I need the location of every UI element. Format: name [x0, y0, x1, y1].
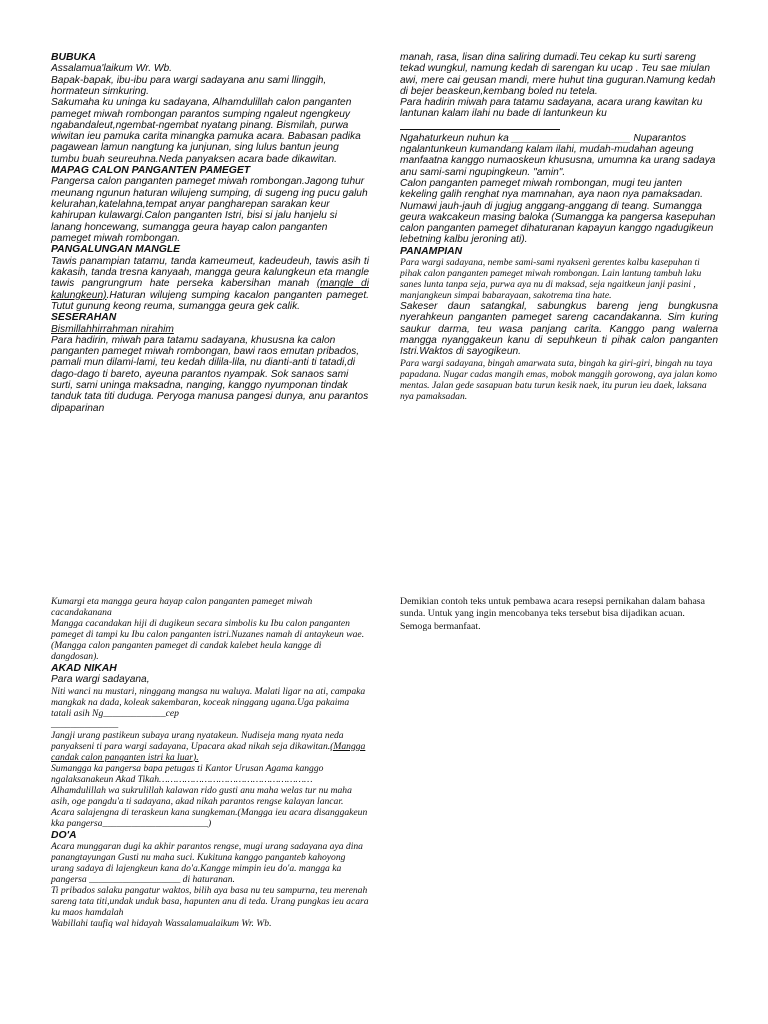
- seserahan-paragraph: Para hadirin, miwah para tatamu sadayana, khususna ka calon panganten pameget miwah rombongan, bawi raos emutan pribados, pamali mun dilami-lami, teu kedah dilila-lila, nu dianti-anti ti tatadi,di dago-dago ti bareto, ayeuna parantos nyampak. Sok sanaos sami surti, sami uninga maksadna, nanging, kanggo nyumponan tindak tanduk tata titi duduga. Peryoga manusa pangesi dunya, anu parantos dipaparinan: [51, 334, 369, 414]
- panampian-paragraph-3: Para wargi sadayana, bingah amarwata suta, bingah ka giri-giri, bingah nu taya papadana. Nugar cadas mangih emas, mobok manggih gorowong, aya jalan komo mentas. Jalan gede sasapuan batu turun kesik naek, itu purun ieu daek, laksana nya pamaksadan.: [400, 357, 718, 402]
- mapag-heading: MAPAG CALON PANGANTEN PAMEGET: [51, 165, 251, 177]
- closing-salam: Wabillahi taufiq wal hidayah Wassalamualaikum Wr. Wb.: [51, 918, 272, 930]
- lower-right-column: [400, 596, 718, 633]
- basmalah-line: Bismillahhirrahman nirahim: [51, 323, 174, 335]
- seserahan-continued-paragraph: manah, rasa, lisan dina saliring dumadi.Teu cekap ku surti sareng tekad wungkul, namung kedah di sarengan ku ucap . Teu sae miulan awi, mere cai geusan mandi, mere huhut tina guguran.Namung kedah di bejer beaskeun,kembang boled nu tetela.: [400, 52, 716, 97]
- pangalungan-paragraph: [51, 256, 369, 312]
- pangalungan-text-a: Tawis panampian tatamu, tanda kameumeut, kadeudeuh, tawis asih ti kakasih, tanda tresna kanyaah, mangga geura kalungkeun eta mangle tawis pangrungrum hate perseka kabersihan manah: [51, 255, 369, 290]
- akad-text-f: Acara salajengna di teraskeun kana sungkeman.(Mangga ieu acara disanggakeun kka pangersa: [51, 806, 368, 829]
- thanks-text-b: Nuparantos ngalantunkeun kumandang kalam ilahi, mudah-mudahan ageung manfaatna kanggo numaoskeun khususna, umumna ka urang sadaya anu sami-sami ngupingkeun. "amin".: [400, 132, 716, 178]
- closing-note-paragraph: Demikian contoh teks untuk pembawa acara resepsi pernikahan dalam bahasa sunda. Untuk yang ingin mencobanya teks tersebut bisa dijadikan acuan. Semoga bermanfaat.: [400, 596, 705, 632]
- akad-blank-1: _____________: [103, 707, 166, 719]
- akad-text-a: Niti wanci nu mustari, ninggang mangsa nu waluya. Malati ligar na ati, campaka mangkak na dada, koleak sakembaran, koceak ninggang ugana.Uga pakaima tatali asih Ng: [51, 685, 366, 719]
- akad-paragraph-2: [51, 730, 369, 763]
- panampian-heading: PANAMPIAN: [400, 245, 463, 257]
- bubuka-paragraph: Sakumaha ku uninga ku sadayana, Alhamdulillah calon panganten pameget miwah rombongan parantos sumping ngaleut ngengkeuy ngabandaleut,ngembat-ngembat nyatang pinang. Bismilah, purwa wiwitan ieu pamuka carita minangka pamuka acara. Babasan padika pagawean lamun nangtung ka junjunan, sing lulus bantun jeung tumbu buah seureuhna.Neda panyaksen acara bade dikawitan.: [51, 97, 361, 165]
- rombongan-paragraph: Calon panganten pameget miwah rombongan, mugi teu janten kekeling galih renghat nya mamnahan, aya naon nya pamaksadan. Numawi jauh-jauh di jugjug anggang-anggang di teang. Sumangga geura wakcakeun masing baloka (Sumangga ka pangersa kasepuhan calon panganten pameget dihaturanan kapayun kanggo ngadugikeun lebetning kalbu jeroning ati).: [400, 177, 716, 246]
- pangalungan-instruction: (mangle di kalungkeun): [51, 278, 369, 301]
- akad-paragraph-4: Alhamdulillah wa sukrulillah kalawan rido gusti anu maha welas tur nu maha asih, oge pangdu'a ti sadayana, akad nikah parantos rengse kalayan lancar.: [51, 784, 352, 807]
- seserahan-heading: SESERAHAN: [51, 312, 117, 324]
- page-right-column: [400, 52, 718, 402]
- akad-text-c: Jangji urang pastikeun subaya urang nyatakeun. Nudiseja mang nyata neda panyakseni ti para wargi sadayana, Upacara akad nikah seja dikawitan.: [51, 729, 344, 752]
- mapag-paragraph: Pangersa calon panganten pameget miwah rombongan.Jagong tuhur meunang ngunun haturan wilujeng sumping, di sugeng ing pucu galuh kelurahan,katelahna,tempat anyar pangharepan sarakan keur kahirupan kulawargi.Calon panganten Istri, bisi si jalu hanjelu si lanang honcewang, sumangga geura hayap calon panganten pameget miwah rombongan.: [51, 176, 368, 244]
- pangalungan-heading: PANGALUNGAN MANGLE: [51, 244, 181, 256]
- panampian-paragraph-2: Sakeser daun satangkal, sabungkus bareng jeng bungkusna nyerahkeun panganten pameget sareng cacandakanna. Sim kuring saukur darma, teu wasa panjang carita. Kanggo pang walerna mangga nyanggakeun kanu di sepuhkeun ti pihak calon panganten Istri.Waktos di sayogikeun.: [400, 301, 718, 358]
- thanks-text-a: Ngahaturkeun nuhun ka: [400, 132, 512, 144]
- hayap-paragraph: Kumargi eta mangga geura hayap calon panganten pameget miwah cacandakanana: [51, 596, 313, 618]
- panampian-paragraph-1: Para wargi sadayana, nembe sami-sami nyaksenì gerentes kalbu kasepuhan ti pihak calon panganten pameget miwah rombongan. Lain lantung tambuh laku sanes lunta tanpa seja, purwa aya nu di maksad, seja ngaitkeun janji pasini , manjangkeun simpai babarayaan, sakotrema tina hate.: [400, 257, 702, 302]
- dangdosan-note: (Mangga calon panganten pameget di candak kalebet heula kangge di dangdosan).: [51, 640, 322, 662]
- bubuka-heading: BUBUKA: [51, 52, 97, 63]
- greeting-line: Bapak-bapak, ibu-ibu para wargi sadayana anu sami llinggih, hormateun simkuring.: [51, 74, 327, 97]
- akad-text-g: ): [207, 817, 212, 829]
- akad-paragraph-3: Sumangga ka pangersa bapa petugas ti Kantor Urusan Agama kanggo ngalaksanakeun Akad Tikah………………………………………………: [51, 762, 324, 785]
- doa-paragraph-2: Ti pribados salaku pangatur waktos, bilih aya basa nu teu sampurna, teu merenah sareng tata titi,undak unduk basa, hapunten anu di teda. Urang pungkas ieu acara ku maos hamdalah: [51, 885, 369, 919]
- akad-text-b: cep: [165, 707, 179, 719]
- page-left-column: [51, 52, 369, 414]
- kalam-ilahi-paragraph: Para hadirin miwah para tatamu sadayana, acara urang kawitan ku lantunan kalam ilahi nu bade di lantunkeun ku: [400, 97, 703, 120]
- akad-paragraph-5: [51, 807, 369, 829]
- akad-greeting: Para wargi sadayana,: [51, 674, 150, 686]
- salam-line: Assalamua'laikum Wr. Wb.: [51, 63, 173, 75]
- name-blank-line: [400, 120, 560, 130]
- thanks-blank: _____________________: [511, 132, 631, 144]
- akad-blank-3: ______________________: [102, 817, 208, 829]
- akad-paragraph-1: [51, 686, 369, 730]
- doa-paragraph-1: [51, 841, 369, 885]
- lower-left-column: [51, 596, 369, 929]
- akad-instruction: (Mangga candak calon panganten istri ka luar).: [51, 740, 366, 763]
- pangalungan-text-b: .Haturan wilujeng sumping kacalon panganten pameget. Tutut gunung keong reuma, sumangga geura gek calik.: [51, 289, 369, 312]
- thanks-paragraph: [400, 133, 718, 178]
- cacandakan-paragraph: Mangga cacandakan hiji di dugikeun secara simbolis ku Ibu calon panganten pameget di tampi ku Ibu calon panganten istri.Nuzanes namah di antaykeun wae.: [51, 618, 365, 640]
- akad-nikah-heading: AKAD NIKAH: [51, 663, 117, 674]
- doa-heading: DO'A: [51, 829, 77, 841]
- akad-blank-2: ______________: [51, 718, 119, 730]
- doa-text-a: Acara munggaran dugi ka akhir parantos rengse, mugi urang sadayana aya dina panangtayungan Gusti nu maha suci. Kukituna kanggo panganteb kahoyong urang sadaya di lajengkeun kana do'a.Kangge mimpin ieu do'a. mangga ka pangersa: [51, 841, 363, 886]
- doa-blank: ___________________: [89, 874, 181, 886]
- doa-text-b: di haturanan.: [180, 874, 235, 886]
